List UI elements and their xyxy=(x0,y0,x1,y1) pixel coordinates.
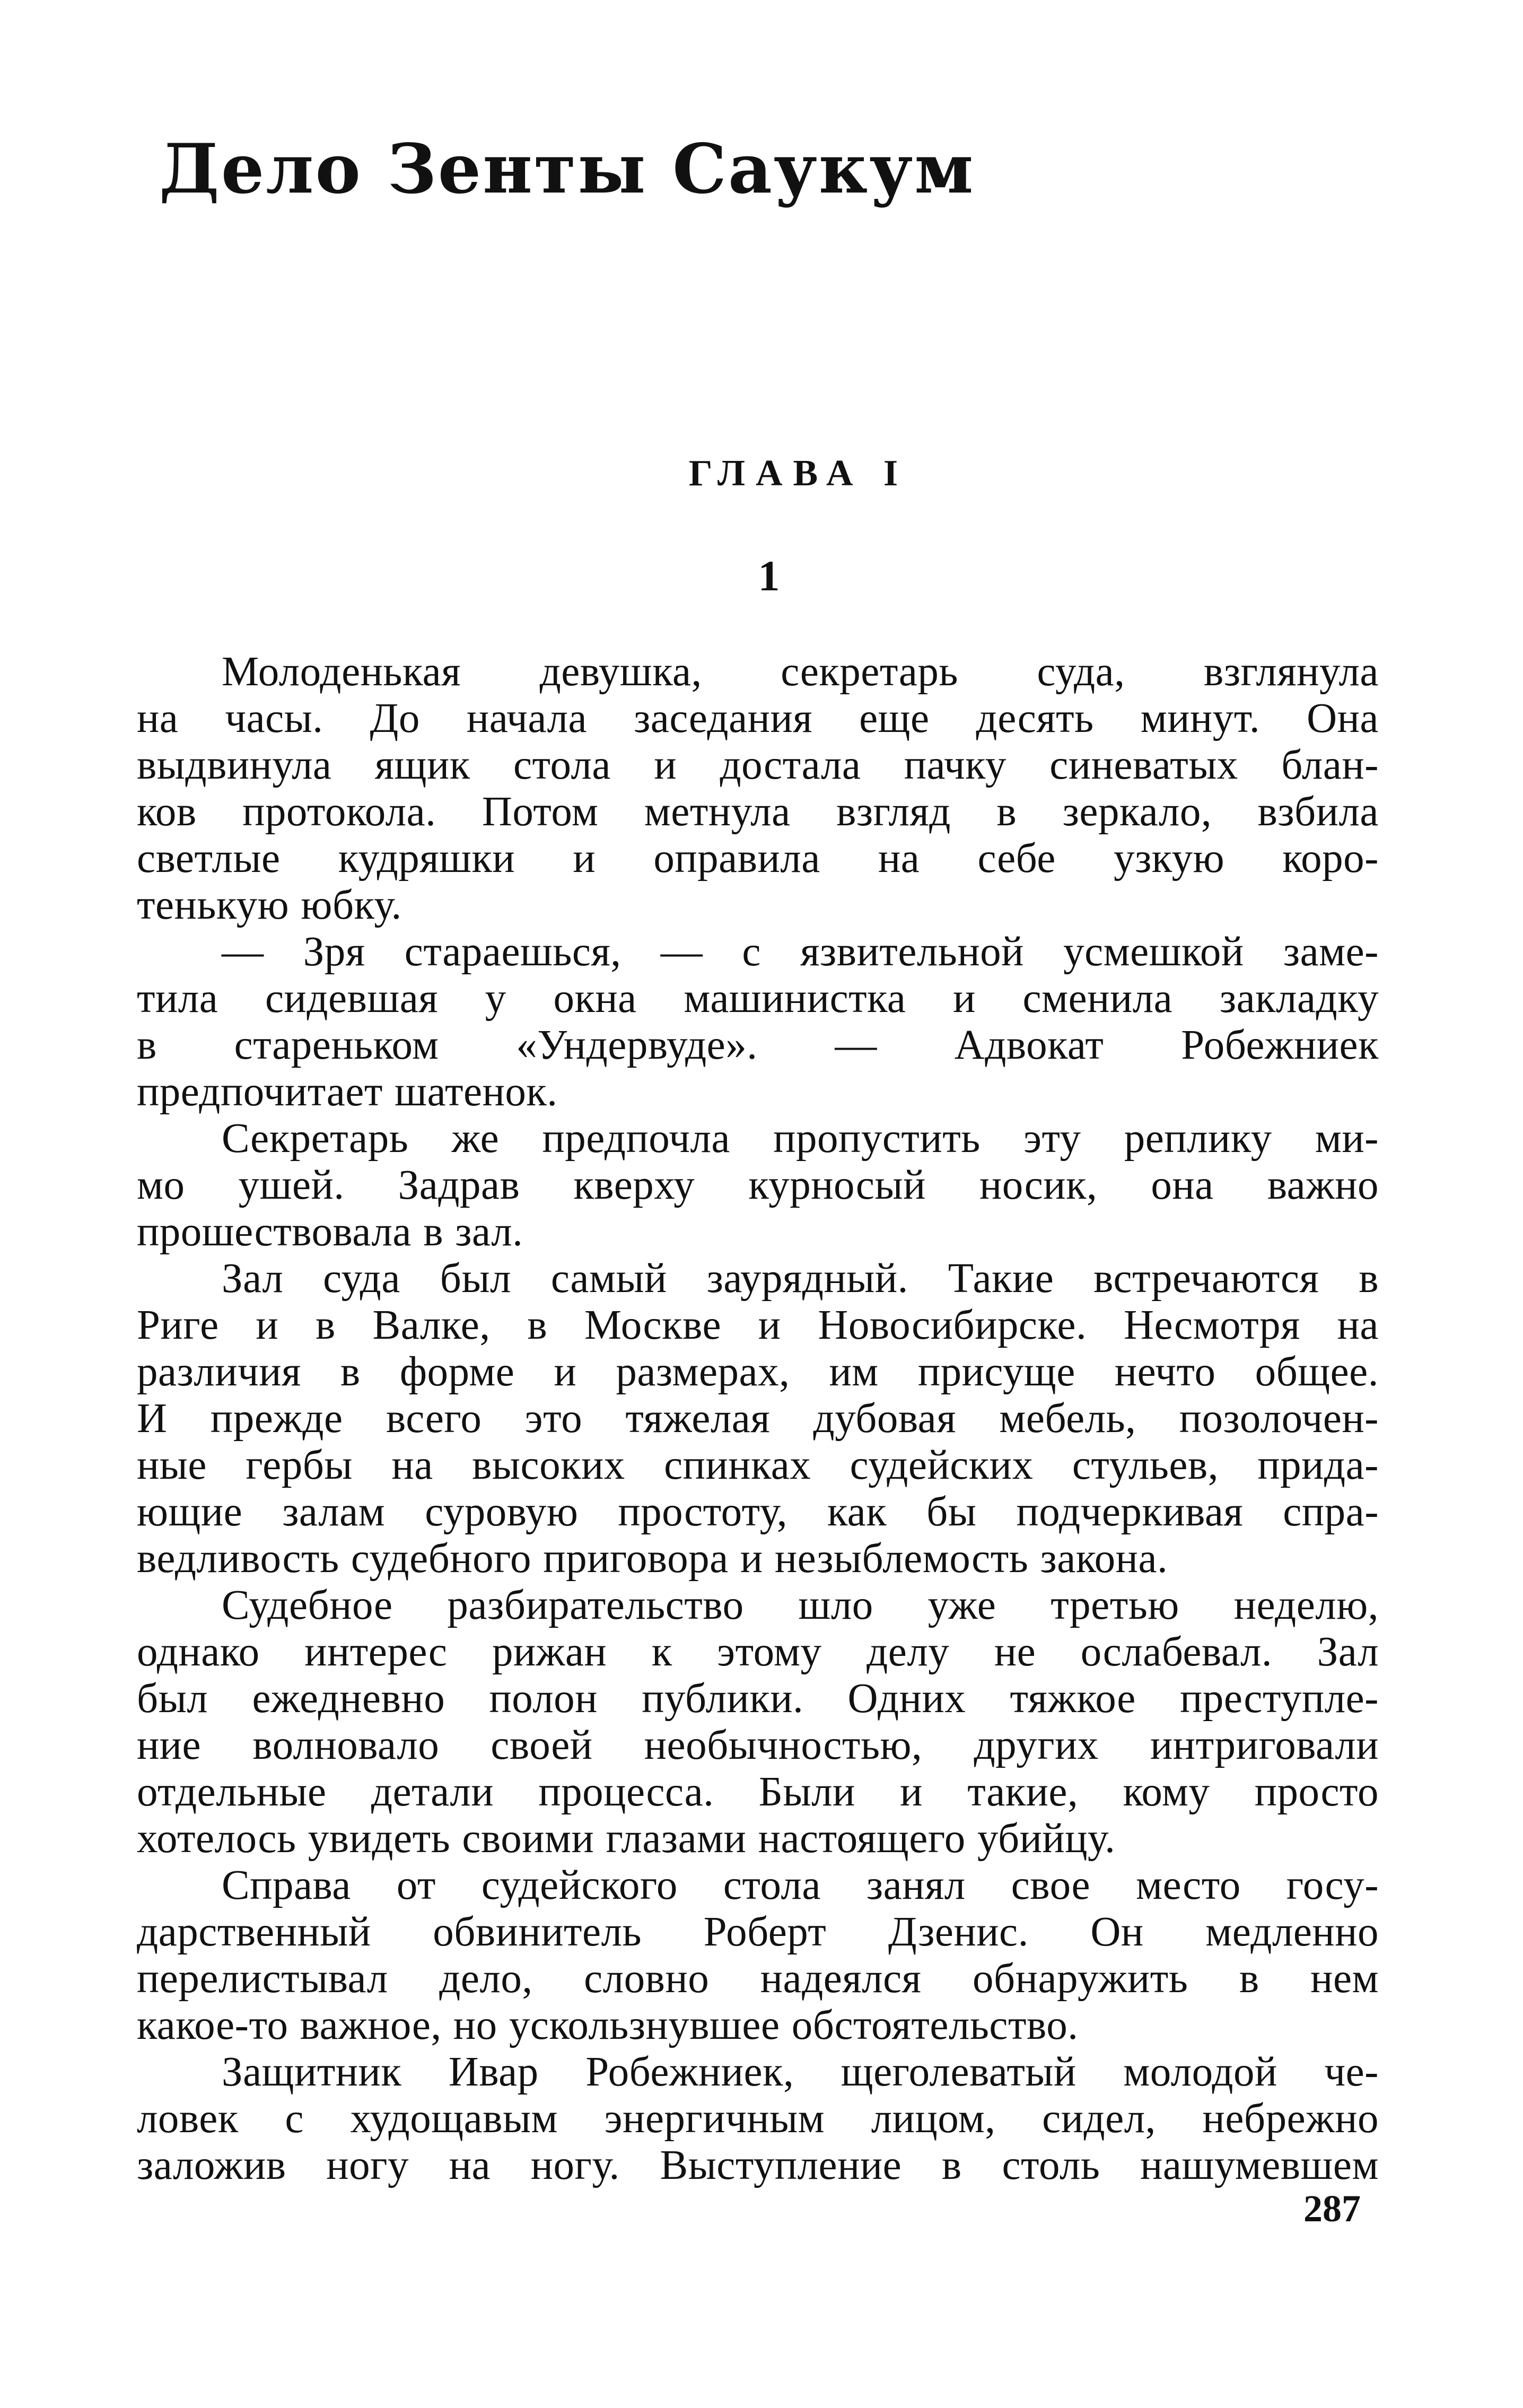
text-line: ловек с худощавым энергичным лицом, сидел, небрежно xyxy=(137,2096,1379,2142)
text-line: Судебное разбирательство шло уже третью неделю, xyxy=(222,1582,1379,1628)
section-number: 1 xyxy=(758,552,780,600)
paragraph xyxy=(137,1255,1379,1582)
text-line: ные гербы на высоких спинках судейских стульев, прида- xyxy=(137,1442,1379,1488)
text-line: ведливость судебного приговора и незыблемость закона. xyxy=(137,1535,1168,1582)
paragraph xyxy=(137,2049,1379,2189)
text-line: Секретарь же предпочла пропустить эту реплику ми- xyxy=(222,1115,1379,1162)
text-line: ющие залам суровую простоту, как бы подчеркивая спра- xyxy=(137,1489,1379,1535)
paragraph xyxy=(137,1115,1379,1255)
paragraph xyxy=(137,929,1379,1115)
text-line: прошествовала в зал. xyxy=(137,1209,523,1255)
text-line: какое-то важное, но ускользнувшее обстоятельство. xyxy=(137,2002,1079,2048)
text-line: выдвинула ящик стола и достала пачку синеватых блан- xyxy=(137,742,1379,788)
text-line: светлые кудряшки и оправила на себе узкую коро- xyxy=(137,835,1379,882)
text-line: отдельные детали процесса. Были и такие, кому просто xyxy=(137,1769,1379,1815)
paragraph xyxy=(137,1862,1379,2049)
text-line: Защитник Ивар Робежниек, щеголеватый молодой че- xyxy=(222,2049,1379,2095)
text-line: тенькую юбку. xyxy=(137,882,402,928)
page-number: 287 xyxy=(1303,2187,1361,2230)
text-line: был ежедневно полон публики. Одних тяжкое преступле- xyxy=(137,1676,1379,1722)
text-line: Зал суда был самый заурядный. Такие встречаются в xyxy=(222,1255,1379,1302)
paragraph xyxy=(137,1582,1379,1862)
text-line: Риге и в Валке, в Москве и Новосибирске. Несмотря на xyxy=(137,1302,1379,1348)
text-line: мо ушей. Задрав кверху курносый носик, она важно xyxy=(137,1162,1379,1208)
paragraph xyxy=(137,649,1379,929)
body-text xyxy=(137,649,1379,2189)
text-line: в стареньком «Ундервуде». — Адвокат Робежниек xyxy=(137,1022,1379,1068)
text-line: — Зря стараешься, — с язвительной усмешкой заме- xyxy=(222,929,1379,975)
text-line: Справа от судейского стола занял свое место госу- xyxy=(222,1862,1379,1908)
text-line: перелистывал дело, словно надеялся обнаружить в нем xyxy=(137,1956,1379,2002)
text-line: заложив ногу на ногу. Выступление в столь нашумевшем xyxy=(137,2142,1379,2188)
chapter-heading: ГЛАВА I xyxy=(688,453,909,494)
text-line: различия в форме и размерах, им присуще нечто общее. xyxy=(137,1349,1379,1395)
text-line: хотелось увидеть своими глазами настоящего убийцу. xyxy=(137,1816,1116,1862)
text-line: на часы. До начала заседания еще десять минут. Она xyxy=(137,695,1379,741)
text-line: дарственный обвинитель Роберт Дзенис. Он медленно xyxy=(137,1909,1379,1955)
text-line: предпочитает шатенок. xyxy=(137,1069,558,1115)
book-title: Дело Зенты Саукум xyxy=(159,129,975,209)
text-line: тила сидевшая у окна машинистка и сменила закладку xyxy=(137,975,1379,1022)
text-line: Молоденькая девушка, секретарь суда, взглянула xyxy=(222,649,1379,695)
text-line: однако интерес рижан к этому делу не ослабевал. Зал xyxy=(137,1629,1379,1675)
text-line: ков протокола. Потом метнула взгляд в зеркало, взбила xyxy=(137,789,1379,835)
text-line: И прежде всего это тяжелая дубовая мебель, позолочен- xyxy=(137,1395,1379,1442)
text-line: ние волновало своей необычностью, других интриговали xyxy=(137,1722,1379,1768)
